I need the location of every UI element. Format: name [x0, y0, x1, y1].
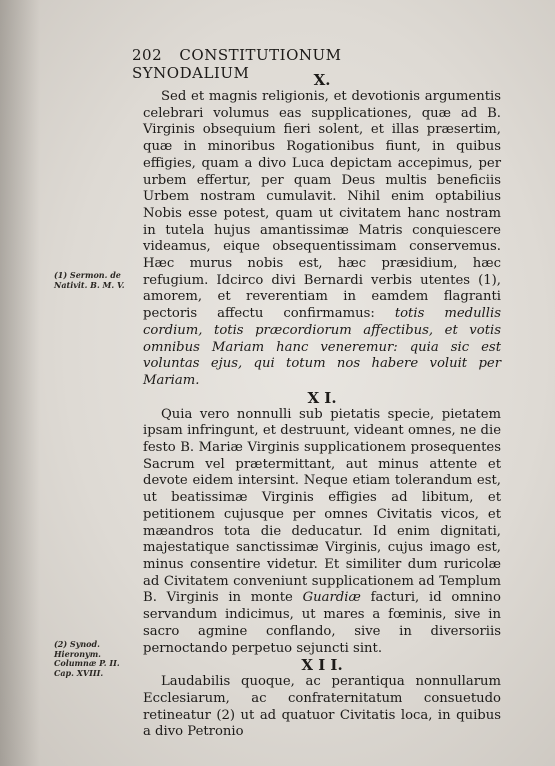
section-title-xii: X I I. — [301, 656, 343, 675]
margin-note-2: (2) Synod. Hieronym. Columnæ P. II. Cap. XVIII. — [54, 639, 120, 678]
section-xi-text-a: Quia vero nonnulli sub pietatis specie, pietatem ipsam infringunt, et destruunt, videant omnes, ne die festo B. Mariæ Virginis supplicationem prosequentes Sacrum vel prætermittant, aut minus attente et devote eidem intersint. Neque etiam tolerandum est, ut beatissimæ Virginis effigies ad libitum, et petitionem cujusque per omnes Civitatis vicos, et mæandros tota die deducatur. Id enim dignitati, majestatique sanctissimæ Virginis, cujus imago est, minus consentire videtur. Et similiter dum ruricolæ ad Civitatem conveniunt supplicationem ad Templum B. Virginis in monte — [143, 406, 501, 606]
section-x-paragraph — [143, 89, 501, 390]
section-xii-text: Laudabilis quoque, ac perantiqua nonnullarum Ecclesiarum, ac confraternitatum consuetudo retineatur (2) ut ad quatuor Civitatis loca, in quibus a divo Petronio — [143, 674, 501, 740]
section-title-x: X. — [313, 71, 331, 89]
section-x-text: Sed et magnis religionis, et devotionis argumentis celebrari volumus eas supplicationes, quæ ad B. Virginis obsequium fieri solent, et illas præsertim, quæ in minoribus Rogationibus fiunt, in quibus effigies, quam a divo Luca depictam accepimus, per urbem effertur, per quam Deus multis beneficiis Urbem nostram cumulavit. Nihil enim optabilius Nobis esse potest, quam ut civitatem hanc nostram in tutela hujus amantissimæ Matris conquiescere videamus, eique obsequentissimam conservemus. Hæc murus nobis est, hæc præsidium, hæc refugium. Idcirco divi Bernardi verbis utentes (1), amorem, et reverentiam in eamdem flagranti pectoris affectu confirmamus: — [143, 89, 501, 322]
body-text — [143, 72, 501, 741]
section-x-quote: totis medullis cordium, totis præcordiorum affectibus, et votis omnibus Mariam hanc veneremur: quia sic est voluntas ejus, qui totum nos habere voluit per Mariam. — [143, 306, 501, 388]
margin-note-1: (1) Sermon. de Nativit. B. M. V. — [54, 270, 125, 290]
section-xi-paragraph — [143, 407, 501, 658]
page-number: 202 — [132, 46, 163, 64]
section-xi-place: Guardiæ — [302, 590, 361, 606]
section-title-xi: X I. — [307, 388, 337, 407]
section-xi-text-b: facturi, id omnino servandum indicimus, ut mares a fœminis, sive in sacro agmine conflando, sive in diversoriis pernoctando perpetuo sejuncti sint. — [143, 590, 501, 656]
section-xii-paragraph — [143, 674, 501, 741]
running-title: CONSTITUTIONUM SYNODALIUM — [132, 46, 342, 82]
page-gutter-shadow — [0, 0, 40, 766]
